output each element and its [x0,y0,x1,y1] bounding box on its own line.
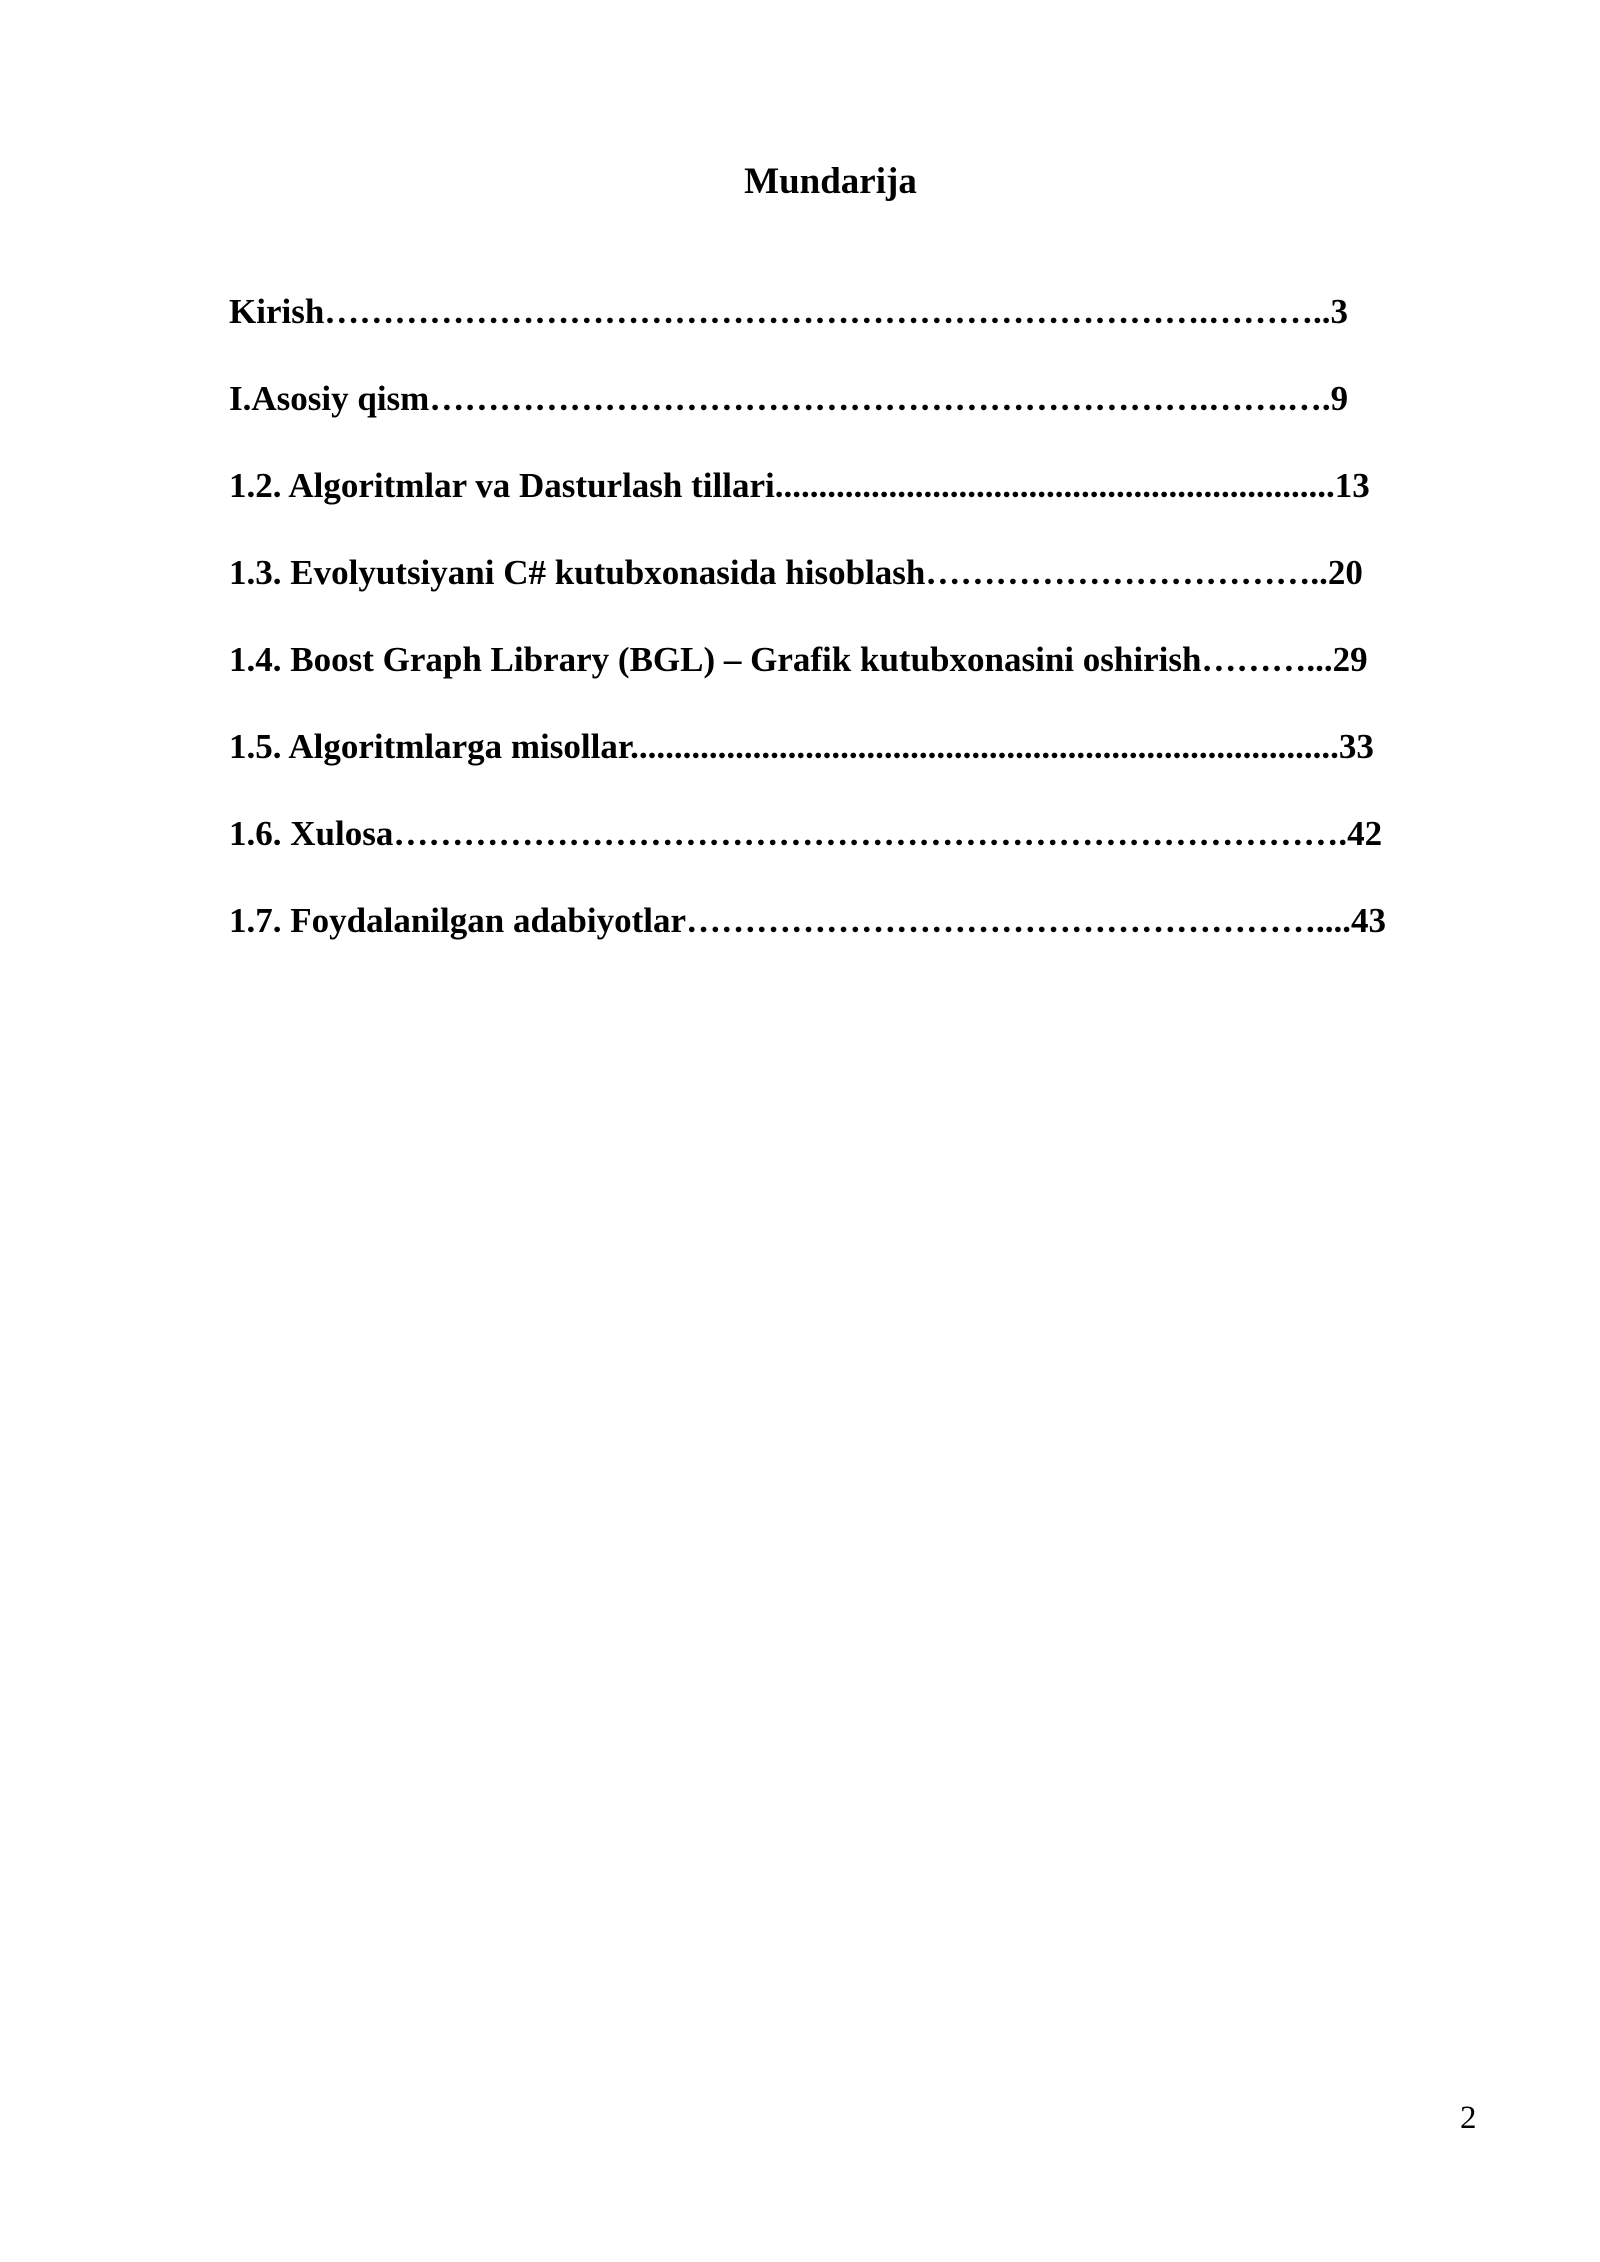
toc-entry-foydalanilgan-adabiyotlar: 1.7. Foydalanilgan adabiyotlar………………………………………………....43 [229,901,1387,940]
toc-heading [0,158,1600,206]
toc-entry-boost-graph-library: 1.4. Boost Graph Library (BGL) – Grafik kutubxonasini oshirish………...29 [229,640,1368,679]
toc-entry-kirish: Kirish………………………………………………………………….………..3 [229,292,1349,331]
toc-entry-algoritmlarga-misollar: 1.5. Algoritmlarga misollar.................................................................................33 [229,727,1374,766]
toc-entry-evolyutsiyani-hisoblash: 1.3. Evolyutsiyani C# kutubxonasida hisoblash……………………………..20 [229,553,1363,592]
toc-entry-xulosa: 1.6. Xulosa……………………………………………………………………….42 [229,814,1383,853]
toc-entry-algoritmlar-va-dasturlash-tillari: 1.2. Algoritmlar va Dasturlash tillari................................................................13 [229,466,1370,505]
toc-heading-text: Mundarija [744,161,917,202]
page-number: 2 [1460,2100,1477,2136]
table-of-contents [229,287,1386,983]
toc-entry-asosiy-qism: I.Asosiy qism………………………………………………………….…….….9 [229,379,1349,418]
